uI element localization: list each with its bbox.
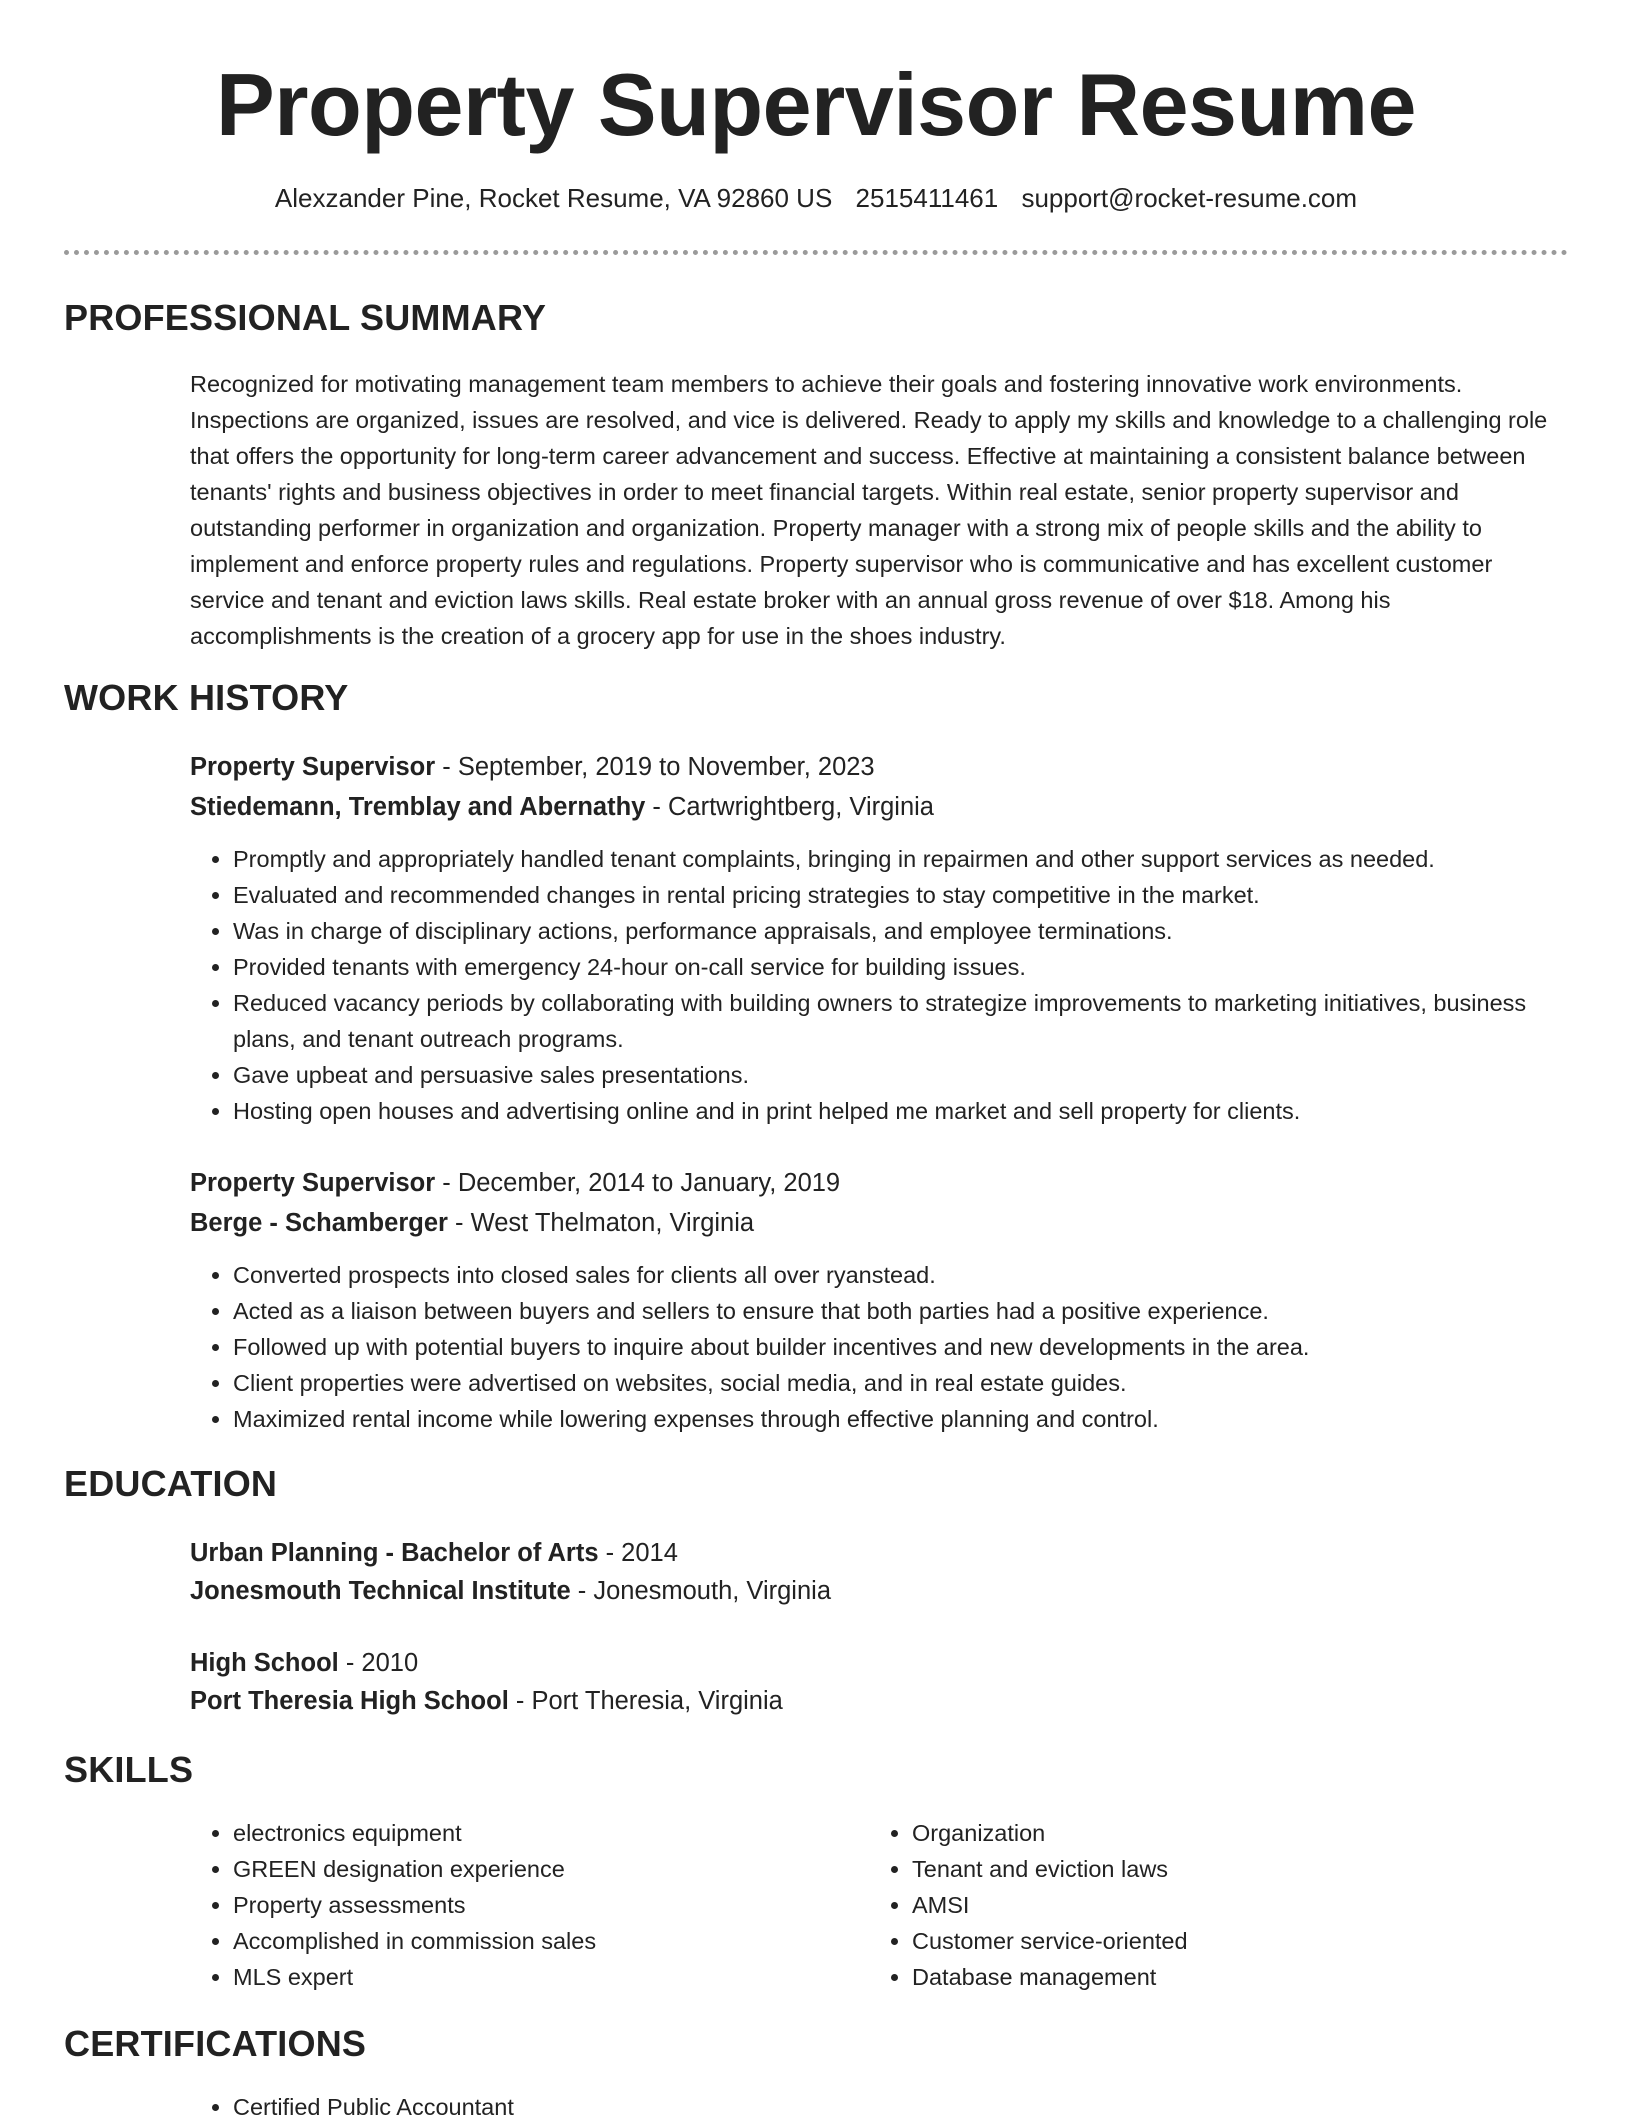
school: Port Theresia High School	[190, 1687, 509, 1715]
list-item: • Acted as a liaison between buyers and sellers to ensure that both parties had a positive experience.	[233, 1293, 1568, 1329]
school-location: - Jonesmouth, Virginia	[570, 1577, 832, 1605]
school-line	[190, 1683, 1568, 1719]
school-location: - Port Theresia, Virginia	[508, 1687, 783, 1715]
school-line	[190, 1573, 1568, 1609]
contact-email: support@rocket-resume.com	[1021, 183, 1358, 213]
degree-line	[190, 1645, 1568, 1681]
list-item: • Tenant and eviction laws	[912, 1851, 1568, 1887]
skills-list-left	[190, 1815, 870, 1995]
list-item: • Reduced vacancy periods by collaborating with building owners to strategize improvements to marketing initiatives, business plans, and tenant outreach programs.	[233, 985, 1568, 1057]
list-item: • Property assessments	[233, 1887, 870, 1923]
certifications-list	[190, 2089, 1568, 2125]
list-item: • Gave upbeat and persuasive sales presentations.	[233, 1057, 1568, 1093]
job-title: Property Supervisor	[190, 753, 436, 781]
skills-heading: SKILLS	[64, 1749, 194, 1790]
list-item: • Converted prospects into closed sales for clients all over ryanstead.	[233, 1257, 1568, 1293]
job-title: Property Supervisor	[190, 1169, 436, 1197]
header-divider	[64, 250, 1568, 255]
school: Jonesmouth Technical Institute	[190, 1577, 571, 1605]
list-item: • Was in charge of disciplinary actions, performance appraisals, and employee terminations.	[233, 913, 1568, 949]
job-bullets	[190, 1257, 1568, 1437]
contact-address: Alexzander Pine, Rocket Resume, VA 92860 US	[274, 183, 833, 213]
job-company: Berge - Schamberger	[190, 1209, 448, 1237]
job-title-line	[190, 1165, 1568, 1201]
contact-line	[0, 180, 1632, 216]
job-title-line	[190, 749, 1568, 785]
list-item: • Organization	[912, 1815, 1568, 1851]
job-company-line	[190, 789, 1568, 825]
degree: Urban Planning - Bachelor of Arts	[190, 1539, 599, 1567]
resume-title: Property Supervisor Resume	[216, 55, 1416, 154]
list-item: • Provided tenants with emergency 24-hour on-call service for building issues.	[233, 949, 1568, 985]
list-item: • Customer service-oriented	[912, 1923, 1568, 1959]
list-item: • Client properties were advertised on websites, social media, and in real estate guides.	[233, 1365, 1568, 1401]
summary-text: Recognized for motivating management team members to achieve their goals and fostering innovative work environments. Inspections are organized, issues are resolved, and vice is delivered. Ready to apply my skills and knowledge to a challenging role that offers the opportunity for long-term career advancement and success. Effective at maintaining a consistent balance between tenants' rights and business objectives in order to meet financial targets. Within real estate, senior property supervisor and outstanding performer in organization and organization. Property manager with a strong mix of people skills and the ability to implement and enforce property rules and regulations. Property supervisor who is communicative and has excellent customer service and tenant and eviction laws skills. Real estate broker with an annual gross revenue of over $18. Among his accomplishments is the creation of a grocery app for use in the shoes industry.	[190, 371, 1548, 649]
list-item: • Hosting open houses and advertising online and in print helped me market and sell property for clients.	[233, 1093, 1568, 1129]
list-item: • Accomplished in commission sales	[233, 1923, 870, 1959]
list-item: • Followed up with potential buyers to inquire about builder incentives and new developments in the area.	[233, 1329, 1568, 1365]
job-company: Stiedemann, Tremblay and Abernathy	[190, 793, 646, 821]
list-item: • Evaluated and recommended changes in rental pricing strategies to stay competitive in the market.	[233, 877, 1568, 913]
job-location: - West Thelmaton, Virginia	[447, 1209, 755, 1237]
list-item: • Promptly and appropriately handled tenant complaints, bringing in repairmen and other support services as needed.	[233, 841, 1568, 877]
job-dates: - September, 2019 to November, 2023	[435, 753, 875, 781]
education-heading: EDUCATION	[64, 1463, 278, 1504]
list-item: • electronics equipment	[233, 1815, 870, 1851]
list-item: • GREEN designation experience	[233, 1851, 870, 1887]
degree-year: - 2014	[598, 1539, 678, 1567]
job-company-line	[190, 1205, 1568, 1241]
list-item: • MLS expert	[233, 1959, 870, 1995]
certifications-heading: CERTIFICATIONS	[64, 2023, 367, 2064]
job-dates: - December, 2014 to January, 2019	[435, 1169, 841, 1197]
skills-list-right	[869, 1815, 1568, 1995]
degree-line	[190, 1535, 1568, 1571]
job-location: - Cartwrightberg, Virginia	[645, 793, 934, 821]
job-bullets	[190, 841, 1568, 1129]
degree: High School	[190, 1649, 339, 1677]
list-item: • Certified Public Accountant	[233, 2089, 1568, 2125]
list-item: • Database management	[912, 1959, 1568, 1995]
work-history-heading: WORK HISTORY	[64, 677, 349, 718]
list-item: • AMSI	[912, 1887, 1568, 1923]
list-item: • Maximized rental income while lowering expenses through effective planning and control.	[233, 1401, 1568, 1437]
summary-heading: PROFESSIONAL SUMMARY	[64, 297, 547, 338]
contact-phone: 2515411461	[855, 183, 999, 213]
degree-year: - 2010	[338, 1649, 419, 1677]
